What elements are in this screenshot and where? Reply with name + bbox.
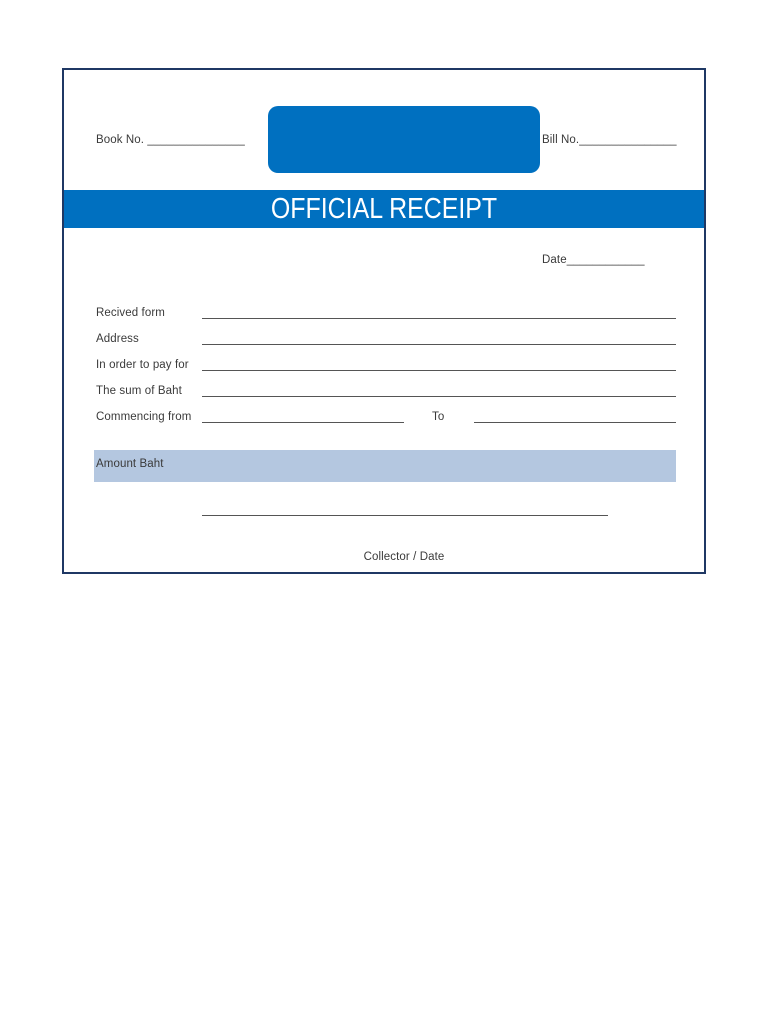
- address-line: [202, 344, 676, 345]
- receipt-form: [62, 68, 706, 574]
- title-band: [64, 190, 704, 228]
- commencing-from-line: [202, 422, 404, 423]
- to-label: To: [432, 411, 445, 423]
- received-from-label: Recived form: [96, 307, 165, 319]
- signature-line: [202, 515, 608, 516]
- pay-for-label: In order to pay for: [96, 359, 189, 371]
- book-number-field: Book No. _______________: [96, 134, 245, 146]
- sum-of-baht-line: [202, 396, 676, 397]
- to-line: [474, 422, 676, 423]
- sum-of-baht-label: The sum of Baht: [96, 385, 182, 397]
- amount-band: [94, 450, 676, 482]
- logo-placeholder: [268, 106, 540, 173]
- address-label: Address: [96, 333, 139, 345]
- receipt-title: OFFICIAL RECEIPT: [270, 193, 498, 225]
- collector-date-label: Collector / Date: [363, 551, 445, 563]
- pay-for-line: [202, 370, 676, 371]
- date-field: Date____________: [542, 254, 645, 266]
- amount-baht-label: Amount Baht: [96, 458, 164, 470]
- received-from-line: [202, 318, 676, 319]
- commencing-from-label: Commencing from: [96, 411, 192, 423]
- bill-number-field: Bill No._______________: [542, 134, 677, 146]
